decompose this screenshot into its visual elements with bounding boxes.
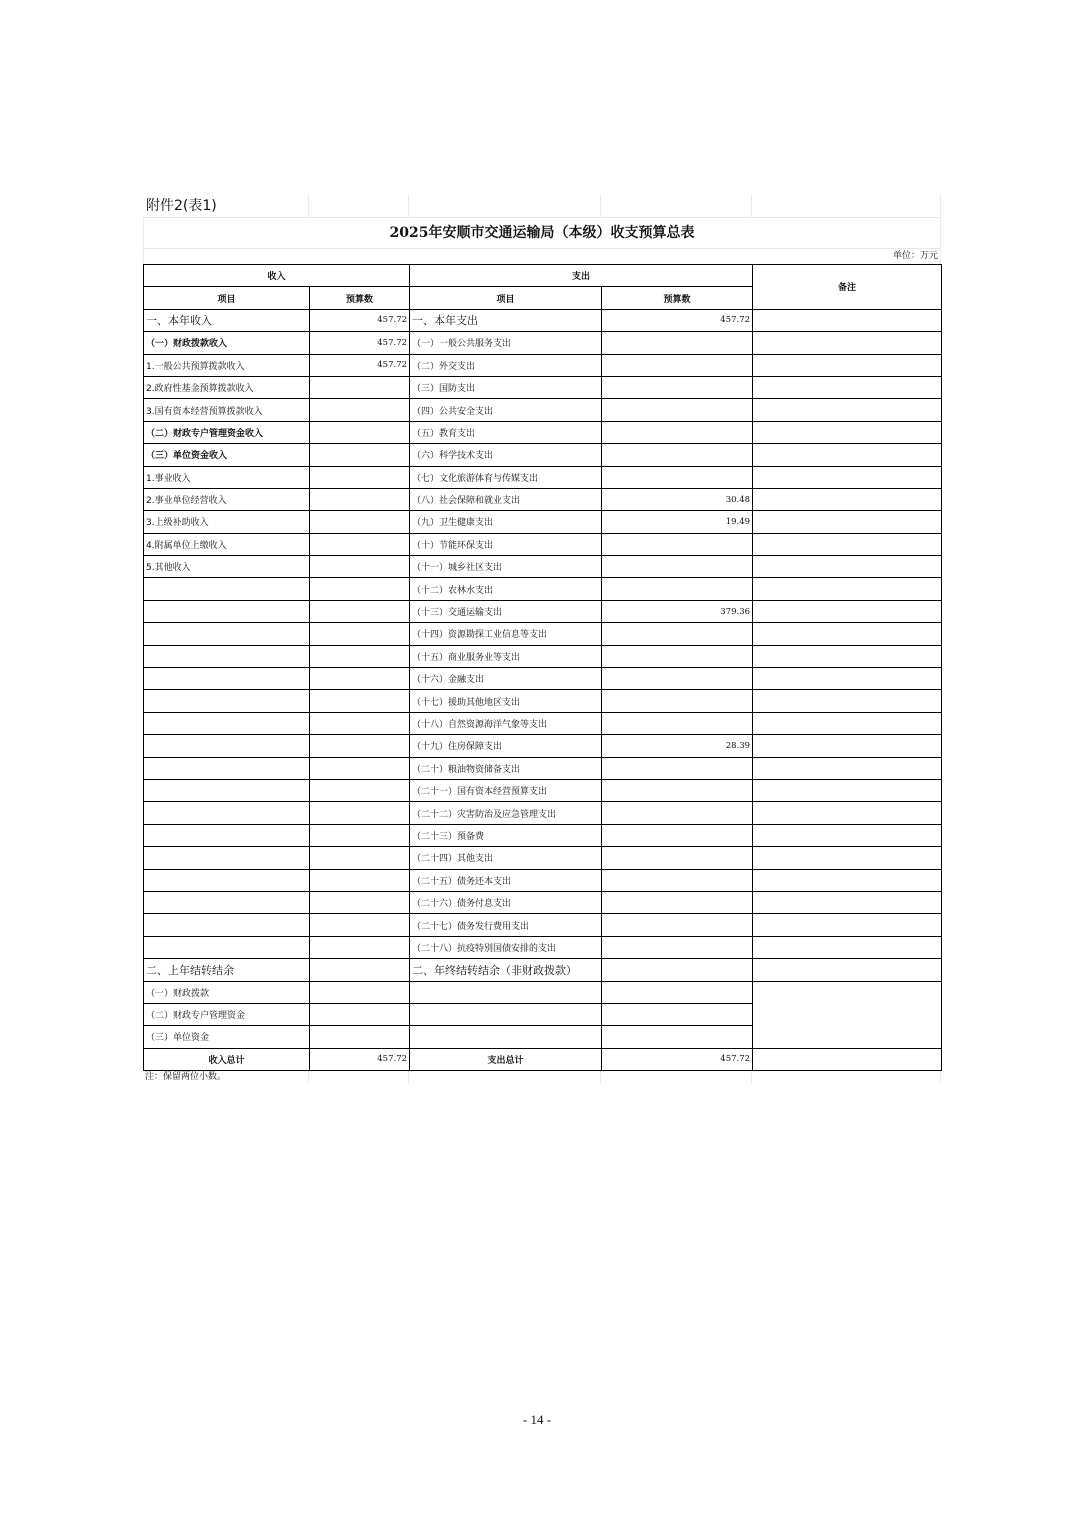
expense-budget-cell	[602, 757, 753, 779]
expense-item-cell: （十三）交通运输支出	[410, 600, 602, 622]
expense-item-cell: （二十）粮油物资储备支出	[410, 757, 602, 779]
grid-guide	[940, 195, 941, 217]
expense-budget-cell	[602, 891, 753, 913]
expense-item-cell: （二十六）债务付息支出	[410, 891, 602, 913]
remark-cell	[753, 891, 942, 913]
income-budget-cell	[310, 444, 410, 466]
remark-cell	[753, 914, 942, 936]
remark-cell	[753, 354, 942, 376]
expense-item-cell: （二）外交支出	[410, 354, 602, 376]
table-row	[144, 735, 942, 757]
expense-item-cell: （十）节能环保支出	[410, 533, 602, 555]
income-budget-cell	[310, 824, 410, 846]
income-item-cell	[144, 712, 310, 734]
income-budget-cell	[310, 578, 410, 600]
income-budget-cell	[310, 936, 410, 958]
income-item-cell: 2.政府性基金预算拨款收入	[144, 376, 310, 398]
table-row	[144, 623, 942, 645]
expense-total-label: 支出总计	[410, 1048, 602, 1070]
income-item-cell: 2.事业单位经营收入	[144, 488, 310, 510]
expense-item-cell: （二十四）其他支出	[410, 847, 602, 869]
remark-cell	[753, 779, 942, 801]
table-row	[144, 421, 942, 443]
remark-cell	[753, 444, 942, 466]
income-item-cell: 1.事业收入	[144, 466, 310, 488]
table-row	[144, 354, 942, 376]
income-item-cell: 二、上年结转结余	[144, 959, 310, 981]
expense-budget-cell	[602, 869, 753, 891]
income-header: 收入	[144, 265, 410, 287]
income-budget-cell	[310, 847, 410, 869]
remark-cell	[753, 959, 942, 981]
remark-cell	[753, 421, 942, 443]
table-row	[144, 466, 942, 488]
page-number: - 14 -	[522, 1412, 552, 1427]
income-item-cell	[144, 914, 310, 936]
remark-cell	[753, 578, 942, 600]
expense-item-cell: （十九）住房保障支出	[410, 735, 602, 757]
expense-item-cell	[410, 1003, 602, 1025]
expense-budget-cell	[602, 533, 753, 555]
expense-item-cell: （十二）农林水支出	[410, 578, 602, 600]
expense-budget-cell	[602, 332, 753, 354]
grid-guide	[751, 195, 752, 217]
footnote: 注：保留两位小数。	[145, 1072, 227, 1083]
expense-item-cell: （九）卫生健康支出	[410, 511, 602, 533]
grid-guide	[408, 195, 409, 217]
income-budget-cell	[310, 600, 410, 622]
expense-item-cell: （十五）商业服务业等支出	[410, 645, 602, 667]
expense-budget-cell	[602, 712, 753, 734]
income-budget-cell	[310, 376, 410, 398]
income-item-cell: （三）单位资金收入	[144, 444, 310, 466]
expense-budget-cell: 30.48	[602, 488, 753, 510]
remark-cell	[753, 668, 942, 690]
remark-cell	[753, 1048, 942, 1070]
expense-budget-cell	[602, 847, 753, 869]
table-row	[144, 891, 942, 913]
remark-cell	[753, 600, 942, 622]
income-item-cell	[144, 869, 310, 891]
remark-cell	[753, 757, 942, 779]
expense-item-cell: （七）文化旅游体育与传媒支出	[410, 466, 602, 488]
income-item-cell: 一、本年收入	[144, 309, 310, 331]
income-item-cell: 5.其他收入	[144, 556, 310, 578]
expense-budget-cell	[602, 556, 753, 578]
income-item-cell: 4.附属单位上缴收入	[144, 533, 310, 555]
income-item-cell	[144, 824, 310, 846]
expense-budget-cell	[602, 914, 753, 936]
income-item-cell: （一）财政拨款收入	[144, 332, 310, 354]
expense-item-cell: （二十五）债务还本支出	[410, 869, 602, 891]
remark-cell	[753, 309, 942, 331]
expense-budget-cell: 19.49	[602, 511, 753, 533]
table-row	[144, 600, 942, 622]
income-total-label: 收入总计	[144, 1048, 310, 1070]
income-budget-cell	[310, 533, 410, 555]
grid-guide	[600, 195, 601, 217]
expense-item-cell: （二十七）债务发行费用支出	[410, 914, 602, 936]
table-row	[144, 578, 942, 600]
table-row	[144, 309, 942, 331]
income-budget-cell	[310, 712, 410, 734]
budget-table-body	[144, 265, 942, 1071]
note-row	[143, 1071, 941, 1083]
income-item-cell	[144, 578, 310, 600]
expense-item-cell: （十七）援助其他地区支出	[410, 690, 602, 712]
income-budget-cell	[310, 466, 410, 488]
expense-budget-cell	[602, 466, 753, 488]
expense-total-value: 457.72	[602, 1048, 753, 1070]
table-row	[144, 802, 942, 824]
remark-cell	[753, 399, 942, 421]
expense-item-cell: （六）科学技术支出	[410, 444, 602, 466]
expense-budget-cell	[602, 354, 753, 376]
income-budget-cell	[310, 802, 410, 824]
table-row	[144, 981, 942, 1003]
remark-cell	[753, 824, 942, 846]
expense-item-header: 项目	[410, 287, 602, 309]
expense-item-cell: 一、本年支出	[410, 309, 602, 331]
grid-guide	[600, 1071, 601, 1083]
income-item-cell: （三）单位资金	[144, 1026, 310, 1048]
remark-cell	[753, 690, 942, 712]
table-row	[144, 533, 942, 555]
income-item-cell	[144, 936, 310, 958]
table-row	[144, 779, 942, 801]
remark-cell	[753, 332, 942, 354]
income-item-cell	[144, 623, 310, 645]
expense-budget-header: 预算数	[602, 287, 753, 309]
income-budget-cell	[310, 399, 410, 421]
income-item-cell: （一）财政拨款	[144, 981, 310, 1003]
income-budget-cell	[310, 981, 410, 1003]
expense-item-cell: 二、年终结转结余（非财政拨款）	[410, 959, 602, 981]
remark-cell	[753, 376, 942, 398]
expense-item-cell: （十六）金融支出	[410, 668, 602, 690]
grid-guide	[308, 195, 309, 217]
expense-budget-cell	[602, 981, 753, 1003]
expense-budget-cell	[602, 623, 753, 645]
income-item-cell	[144, 891, 310, 913]
income-budget-cell	[310, 869, 410, 891]
remark-cell	[753, 533, 942, 555]
expense-item-cell	[410, 981, 602, 1003]
expense-budget-cell	[602, 1026, 753, 1048]
income-budget-cell	[310, 668, 410, 690]
income-budget-cell	[310, 556, 410, 578]
attachment-label: 附件2(表1)	[146, 198, 217, 214]
expense-item-cell: （八）社会保障和就业支出	[410, 488, 602, 510]
table-row	[144, 511, 942, 533]
income-budget-cell	[310, 914, 410, 936]
income-item-cell	[144, 600, 310, 622]
table-row	[144, 376, 942, 398]
grid-guide	[408, 1071, 409, 1083]
income-budget-cell	[310, 421, 410, 443]
remark-cell	[753, 869, 942, 891]
income-budget-cell	[310, 1026, 410, 1048]
total-row	[144, 1048, 942, 1070]
income-budget-cell	[310, 623, 410, 645]
attachment-label-row	[143, 195, 941, 218]
income-item-cell	[144, 690, 310, 712]
expense-item-cell: （二十八）抗疫特别国债安排的支出	[410, 936, 602, 958]
header-row-1	[144, 265, 942, 287]
expense-budget-cell	[602, 444, 753, 466]
income-budget-cell	[310, 891, 410, 913]
remark-cell	[753, 735, 942, 757]
expense-item-cell: （二十一）国有资本经营预算支出	[410, 779, 602, 801]
income-budget-cell	[310, 690, 410, 712]
remark-cell	[753, 712, 942, 734]
income-item-cell	[144, 847, 310, 869]
income-item-cell	[144, 802, 310, 824]
table-row	[144, 488, 942, 510]
expense-budget-cell	[602, 1003, 753, 1025]
table-row	[144, 824, 942, 846]
table-row	[144, 556, 942, 578]
income-budget-cell	[310, 511, 410, 533]
income-item-header: 项目	[144, 287, 310, 309]
income-item-cell: 3.国有资本经营预算拨款收入	[144, 399, 310, 421]
table-row	[144, 690, 942, 712]
expense-budget-cell	[602, 399, 753, 421]
remark-cell	[753, 623, 942, 645]
grid-guide	[308, 1071, 309, 1083]
income-budget-cell: 457.72	[310, 309, 410, 331]
table-row	[144, 869, 942, 891]
income-item-cell	[144, 645, 310, 667]
table-row	[144, 645, 942, 667]
table-title: 2025年安顺市交通运输局（本级）收支预算总表	[143, 218, 941, 249]
income-item-cell: 1.一般公共预算拨款收入	[144, 354, 310, 376]
income-budget-cell	[310, 757, 410, 779]
expense-budget-cell: 379.36	[602, 600, 753, 622]
expense-item-cell	[410, 1026, 602, 1048]
expense-budget-cell	[602, 578, 753, 600]
table-row	[144, 399, 942, 421]
remark-cell	[753, 981, 942, 1048]
income-item-cell	[144, 779, 310, 801]
remark-cell	[753, 802, 942, 824]
expense-item-cell: （四）公共安全支出	[410, 399, 602, 421]
expense-budget-cell	[602, 421, 753, 443]
expense-item-cell: （二十三）预备费	[410, 824, 602, 846]
table-row	[144, 847, 942, 869]
expense-budget-cell	[602, 779, 753, 801]
remark-cell	[753, 936, 942, 958]
unit-label: 单位：万元	[143, 249, 941, 264]
income-budget-cell	[310, 959, 410, 981]
budget-table	[143, 264, 942, 1071]
income-budget-cell	[310, 488, 410, 510]
income-budget-cell	[310, 645, 410, 667]
table-row	[144, 914, 942, 936]
expense-budget-cell	[602, 959, 753, 981]
table-row	[144, 712, 942, 734]
expense-budget-cell	[602, 824, 753, 846]
expense-item-cell: （一）一般公共服务支出	[410, 332, 602, 354]
expense-item-cell: （五）教育支出	[410, 421, 602, 443]
expense-header: 支出	[410, 265, 753, 287]
remark-cell	[753, 645, 942, 667]
table-row	[144, 959, 942, 981]
expense-item-cell: （十八）自然资源海洋气象等支出	[410, 712, 602, 734]
income-item-cell: （二）财政专户管理资金	[144, 1003, 310, 1025]
table-row	[144, 936, 942, 958]
remark-cell	[753, 488, 942, 510]
table-row	[144, 332, 942, 354]
income-budget-header: 预算数	[310, 287, 410, 309]
expense-budget-cell	[602, 936, 753, 958]
remark-cell	[753, 556, 942, 578]
budget-sheet	[143, 195, 941, 1083]
expense-item-cell: （三）国防支出	[410, 376, 602, 398]
expense-budget-cell	[602, 376, 753, 398]
expense-budget-cell	[602, 690, 753, 712]
income-item-cell	[144, 668, 310, 690]
income-budget-cell	[310, 779, 410, 801]
income-item-cell	[144, 757, 310, 779]
income-item-cell	[144, 735, 310, 757]
income-budget-cell	[310, 735, 410, 757]
expense-budget-cell	[602, 668, 753, 690]
income-budget-cell: 457.72	[310, 332, 410, 354]
remark-cell	[753, 466, 942, 488]
remark-header: 备注	[753, 265, 942, 310]
expense-budget-cell	[602, 802, 753, 824]
income-item-cell: 3.上级补助收入	[144, 511, 310, 533]
income-item-cell: （二）财政专户管理资金收入	[144, 421, 310, 443]
income-budget-cell	[310, 1003, 410, 1025]
expense-item-cell: （十四）资源勘探工业信息等支出	[410, 623, 602, 645]
income-total-value: 457.72	[310, 1048, 410, 1070]
grid-guide	[751, 1071, 752, 1083]
grid-guide	[940, 1071, 941, 1083]
remark-cell	[753, 511, 942, 533]
expense-budget-cell: 28.39	[602, 735, 753, 757]
expense-budget-cell: 457.72	[602, 309, 753, 331]
table-row	[144, 757, 942, 779]
expense-item-cell: （二十二）灾害防治及应急管理支出	[410, 802, 602, 824]
income-budget-cell: 457.72	[310, 354, 410, 376]
table-row	[144, 444, 942, 466]
expense-item-cell: （十一）城乡社区支出	[410, 556, 602, 578]
remark-cell	[753, 847, 942, 869]
table-row	[144, 668, 942, 690]
expense-budget-cell	[602, 645, 753, 667]
